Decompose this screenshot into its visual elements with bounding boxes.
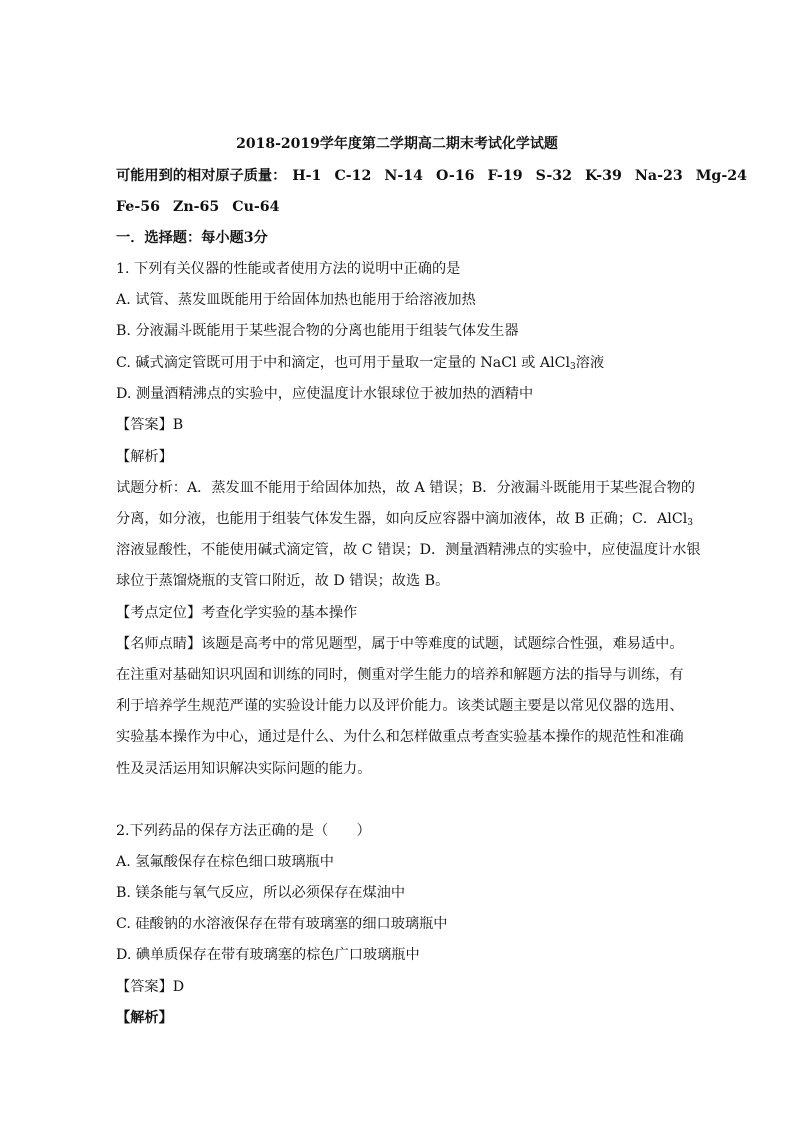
- atomic-mass-item: Mg-24: [695, 168, 747, 184]
- q1-analysis-line: 试题分析：A．蒸发皿不能用于给固体加热，故 A 错误；B．分液漏斗既能用于某些混合物的: [116, 480, 696, 496]
- q1-mingshi-line: 性及灵活运用知识解决实际问题的能力。: [116, 761, 372, 777]
- atomic-mass-line-1: [116, 166, 747, 186]
- q1-kaodian: 【考点定位】考查化学实验的基本操作: [116, 605, 358, 621]
- atomic-mass-item: Zn-65: [172, 199, 220, 215]
- q2-option-b: B. 镁条能与氧气反应，所以必须保存在煤油中: [116, 885, 406, 901]
- q1-analysis-line: 溶液显酸性，不能使用碱式滴定管，故 C 错误；D．测量酒精沸点的实验中，应使温度计水银: [116, 542, 701, 558]
- q2-option-a: A. 氢氟酸保存在棕色细口玻璃瓶中: [116, 854, 334, 870]
- q1-option-c: [116, 353, 604, 373]
- q1-analysis-label: 【解析】: [116, 449, 173, 465]
- q1-mingshi-line: 利于培养学生规范严谨的实验设计能力以及评价能力。该类试题主要是以常见仪器的选用、: [116, 698, 684, 714]
- atomic-mass-item: C-12: [334, 168, 372, 184]
- q1-mingshi-line: 【名师点睛】该题是高考中的常见题型，属于中等难度的试题，试题综合性强，难易适中。: [116, 636, 684, 652]
- atomic-mass-item: N-14: [384, 168, 423, 184]
- atomic-mass-label: 可能用到的相对原子质量：: [116, 168, 287, 184]
- q1-option-c-text: C. 碱式滴定管既可用于中和滴定，也可用于量取一定量的 NaCl 或 AlCl: [116, 355, 571, 371]
- q1-mingshi-line: 实验基本操作为中心，通过是什么、为什么和怎样做重点考查实验基本操作的规范性和准确: [116, 729, 684, 745]
- q2-option-c: C. 硅酸钠的水溶液保存在带有玻璃塞的细口玻璃瓶中: [116, 916, 448, 932]
- q1-analysis-text: 分离，如分液，也能用于组装气体发生器，如向反应容器中滴加液体，故 B 正确；C．AlCl: [116, 511, 688, 527]
- atomic-mass-item: Cu-64: [232, 199, 280, 215]
- q1-analysis-subscript: 3: [687, 518, 693, 528]
- q2-stem: 2.下列药品的保存方法正确的是（ ）: [116, 823, 371, 839]
- atomic-mass-item: H-1: [292, 168, 322, 184]
- q1-option-b: B. 分液漏斗既能用于某些混合物的分离也能用于组装气体发生器: [116, 323, 519, 339]
- atomic-mass-item: F-19: [487, 168, 523, 184]
- atomic-mass-item: Fe-56: [116, 199, 160, 215]
- q2-analysis-label: 【解析】: [116, 1010, 173, 1026]
- q1-analysis-line: 球位于蒸馏烧瓶的支管口附近，故 D 错误；故选 B。: [116, 573, 450, 589]
- atomic-mass-item: S-32: [535, 168, 572, 184]
- q1-option-d: D. 测量酒精沸点的实验中，应使温度计水银球位于被加热的酒精中: [116, 386, 534, 402]
- q1-option-a: A. 试管、蒸发皿既能用于给固体加热也能用于给溶液加热: [116, 292, 476, 308]
- q1-option-c-subscript: 3: [570, 362, 576, 372]
- q1-analysis-line: [116, 509, 693, 529]
- q1-option-c-text-end: 溶液: [575, 355, 605, 371]
- q2-answer: 【答案】D: [116, 979, 185, 995]
- atomic-mass-item: O-16: [435, 168, 475, 184]
- q1-mingshi-line: 在注重对基础知识巩固和训练的同时，侧重对学生能力的培养和解题方法的指导与训练，有: [116, 667, 684, 683]
- page-title: 2018-2019学年度第二学期高二期末考试化学试题: [236, 136, 558, 152]
- atomic-mass-line-2: [116, 197, 293, 217]
- q1-answer: 【答案】B: [116, 417, 184, 433]
- atomic-mass-item: K-39: [584, 168, 622, 184]
- q1-stem: 1. 下列有关仪器的性能或者使用方法的说明中正确的是: [116, 261, 461, 277]
- atomic-mass-item: Na-23: [634, 168, 683, 184]
- q2-option-d: D. 碘单质保存在带有玻璃塞的棕色广口玻璃瓶中: [116, 947, 420, 963]
- section-heading: 一．选择题：每小题3分: [116, 230, 268, 246]
